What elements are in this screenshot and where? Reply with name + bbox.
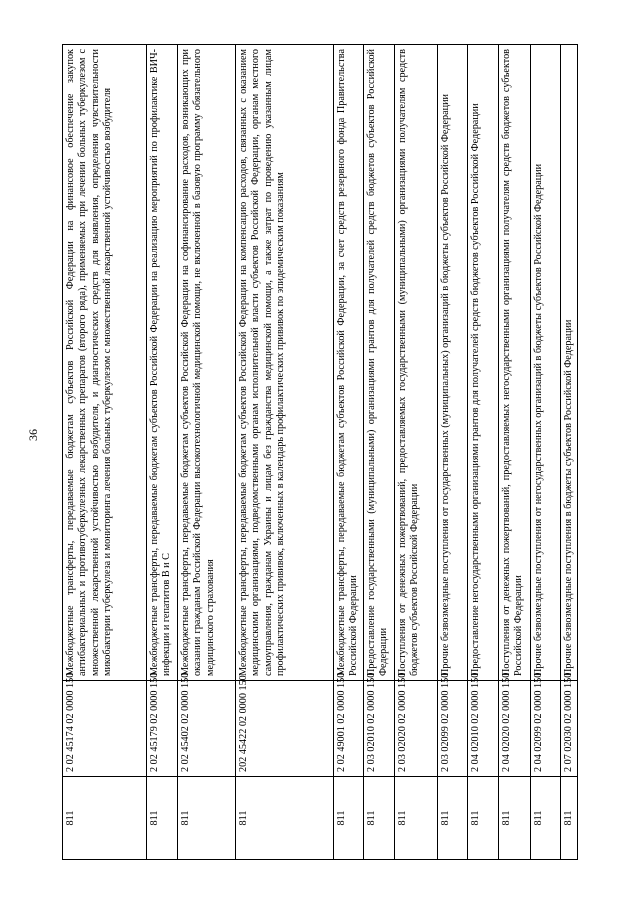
budget-code-cell: 2 04 02020 02 0000 150	[499, 681, 531, 777]
revenue-codes-table	[62, 44, 578, 860]
description-cell: Межбюджетные трансферты, передаваемые бюджетам субъектов Российской Федерации на софинансирование расходов, возникающих при оказании гражданам Российской Федерации высокотехнологичной медицинской помощи, не включенной в базовую программу обязательного медицинского страхования	[178, 45, 236, 681]
table-row	[147, 45, 178, 860]
budget-code-cell: 2 02 49001 02 0000 150	[334, 681, 364, 777]
budget-code-cell: 2 02 45402 02 0000 150	[178, 681, 236, 777]
table-row	[236, 45, 334, 860]
description-cell: Поступления от денежных пожертвований, предоставляемых негосударственными организациями получателям средств бюджетов субъектов Российской Федерации	[499, 45, 531, 681]
table-row	[334, 45, 364, 860]
table-row	[531, 45, 561, 860]
budget-code-cell: 2 03 02099 02 0000 150	[438, 681, 468, 777]
description-cell: Межбюджетные трансферты, передаваемые бюджетам субъектов Российской Федерации на реализацию мероприятий по профилактике ВИЧ-инфекции и гепатитов В и С	[147, 45, 178, 681]
budget-code-cell: 2 03 02020 02 0000 150	[395, 681, 438, 777]
budget-code-cell: 2 02 45174 02 0000 150	[63, 681, 147, 777]
budget-code-cell: 2 04 02099 02 0000 150	[531, 681, 561, 777]
admin-code-cell: 811	[147, 777, 178, 860]
description-cell: Межбюджетные трансферты, передаваемые бюджетам субъектов Российской Федерации, за счет средств резервного фонда Правительства Российской Федерации	[334, 45, 364, 681]
table-row	[499, 45, 531, 860]
description-cell: Прочие безвозмездные поступления от государственных (муниципальных) организаций в бюджеты субъектов Российской Федерации	[438, 45, 468, 681]
admin-code-cell: 811	[63, 777, 147, 860]
admin-code-cell: 811	[561, 777, 578, 860]
rotated-table-page	[62, 45, 592, 860]
admin-code-cell: 811	[395, 777, 438, 860]
admin-code-cell: 811	[364, 777, 395, 860]
admin-code-cell: 811	[438, 777, 468, 860]
table-row	[178, 45, 236, 860]
budget-code-cell: 202 45422 02 0000 150	[236, 681, 334, 777]
description-cell: Межбюджетные трансферты, передаваемые бюджетам субъектов Российской Федерации на компенсацию расходов, связанных с оказанием медицинскими организациями, подведомственными органам исполнительной власти субъектов Российской Федерации, органам местного самоуправления, гражданам Украины и лицам без гражданства медицинской помощи, а также затрат по проведению указанным лицам профилактических прививок, включенных в календарь профилактических прививок по эпидемическим показаниям	[236, 45, 334, 681]
budget-code-cell: 2 07 02030 02 0000 150	[561, 681, 578, 777]
admin-code-cell: 811	[334, 777, 364, 860]
admin-code-cell: 811	[178, 777, 236, 860]
budget-code-cell: 2 04 02010 02 0000 150	[468, 681, 499, 777]
admin-code-cell: 811	[468, 777, 499, 860]
table-row	[561, 45, 578, 860]
description-cell: Прочие безвозмездные поступления от негосударственных организаций в бюджеты субъектов Российской Федерации	[531, 45, 561, 681]
description-cell: Предоставление государственными (муниципальными) организациями грантов для получателей средств бюджетов субъектов Российской Федерации	[364, 45, 395, 681]
table-row	[364, 45, 395, 860]
budget-code-cell: 2 02 45179 02 0000 150	[147, 681, 178, 777]
table-row	[468, 45, 499, 860]
budget-code-cell: 2 03 02010 02 0000 150	[364, 681, 395, 777]
table-row	[438, 45, 468, 860]
table-row	[63, 45, 147, 860]
description-cell: Межбюджетные трансферты, передаваемые бюджетам субъектов Российской Федерации на финансовое обеспечение закупок антибактериальных и противотуберкулезных лекарственных препаратов (второго ряда), применяемых при лечении больных туберкулезом с множественной лекарственной устойчивостью возбудителя, и диагностических средств для выявления, определения чувствительности микобактерии туберкулеза и мониторинга лечения больных туберкулезом с множественной лекарственной устойчивостью возбудителя	[63, 45, 147, 681]
description-cell: Поступления от денежных пожертвований, предоставляемых государственными (муниципальными) организациями получателям средств бюджетов субъектов Российской Федерации	[395, 45, 438, 681]
table-body	[63, 45, 578, 860]
description-cell: Предоставление негосударственными организациями грантов для получателей средств бюджетов субъектов Российской Федерации	[468, 45, 499, 681]
table-row	[395, 45, 438, 860]
admin-code-cell: 811	[236, 777, 334, 860]
page-number: 36	[26, 429, 40, 441]
admin-code-cell: 811	[499, 777, 531, 860]
description-cell: Прочие безвозмездные поступления в бюджеты субъектов Российской Федерации	[561, 45, 578, 681]
admin-code-cell: 811	[531, 777, 561, 860]
